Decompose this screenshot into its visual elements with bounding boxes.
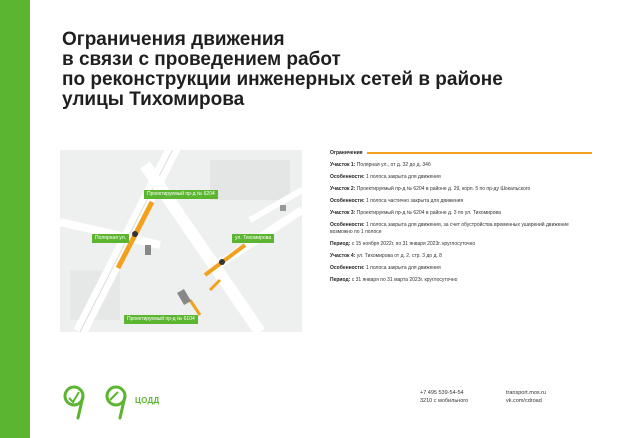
feature-3: Особенности: 1 полоса закрыта для движения, за счет обустройства временных уширений движение возможно по 1 полосе <box>330 222 569 235</box>
restrictions-heading-row <box>330 150 592 156</box>
period-1: Период: с 15 ноября 2022г. по 31 января 2023г. круглосуточно <box>330 240 476 247</box>
logo-text: ЦОДД <box>135 396 160 405</box>
section-2: Участок 2: Проектируемый пр-д № 6204 в районе д. 29, корп. 5 по пр-ду Шокальского <box>330 186 531 193</box>
title-line-4: улицы Тихомирова <box>62 89 245 110</box>
heading-divider <box>367 152 592 154</box>
section-3: Участок 3: Проектируемый пр-д № 6204 в районе д. 3 по ул. Тихомирова <box>330 210 501 217</box>
footer-contacts <box>420 389 546 405</box>
map-label-polyarnaya: Полярная ул. <box>92 234 129 243</box>
sms-number: 3210 с мобильного <box>420 398 469 404</box>
feature-1: Особенности: 1 полоса закрыта для движения <box>330 174 441 181</box>
website-link[interactable]: transport.mos.ru <box>506 390 547 396</box>
title-line-3: по реконструкции инженерных сетей в районе <box>62 69 503 90</box>
vk-link[interactable]: vk.com/cdroad <box>506 398 542 404</box>
title-line-2: в связи с проведением работ <box>62 49 341 70</box>
restrictions-info <box>330 150 592 289</box>
map-label-proezd-6104: Проектируемый пр-д № 6104 <box>124 315 198 324</box>
phone-number[interactable]: +7 495 539-54-54 <box>420 390 464 396</box>
feature-2: Особенности: 1 полоса частично закрыта для движения <box>330 198 464 205</box>
map-label-proezd-6204: Проектируемый пр-д № 6204 <box>144 190 218 199</box>
title-line-1: Ограничения движения <box>62 29 285 50</box>
section-1: Участок 1: Полярная ул., от д. 32 до д. 34б <box>330 162 431 169</box>
restrictions-heading: Ограничения <box>330 150 363 156</box>
feature-4: Особенности: 1 полоса закрыта для движения <box>330 264 441 271</box>
period-2: Период: с 31 января по 31 марта 2023г. круглосуточно <box>330 276 458 283</box>
section-4: Участок 4: ул. Тихомирова от д. 2, стр. 3 до д. 8 <box>330 252 442 259</box>
page-title <box>62 30 602 110</box>
brand-sidebar-stripe <box>0 0 30 438</box>
map-label-tikhomirova: ул. Тихомирова <box>232 234 274 243</box>
traffic-map <box>60 150 302 332</box>
